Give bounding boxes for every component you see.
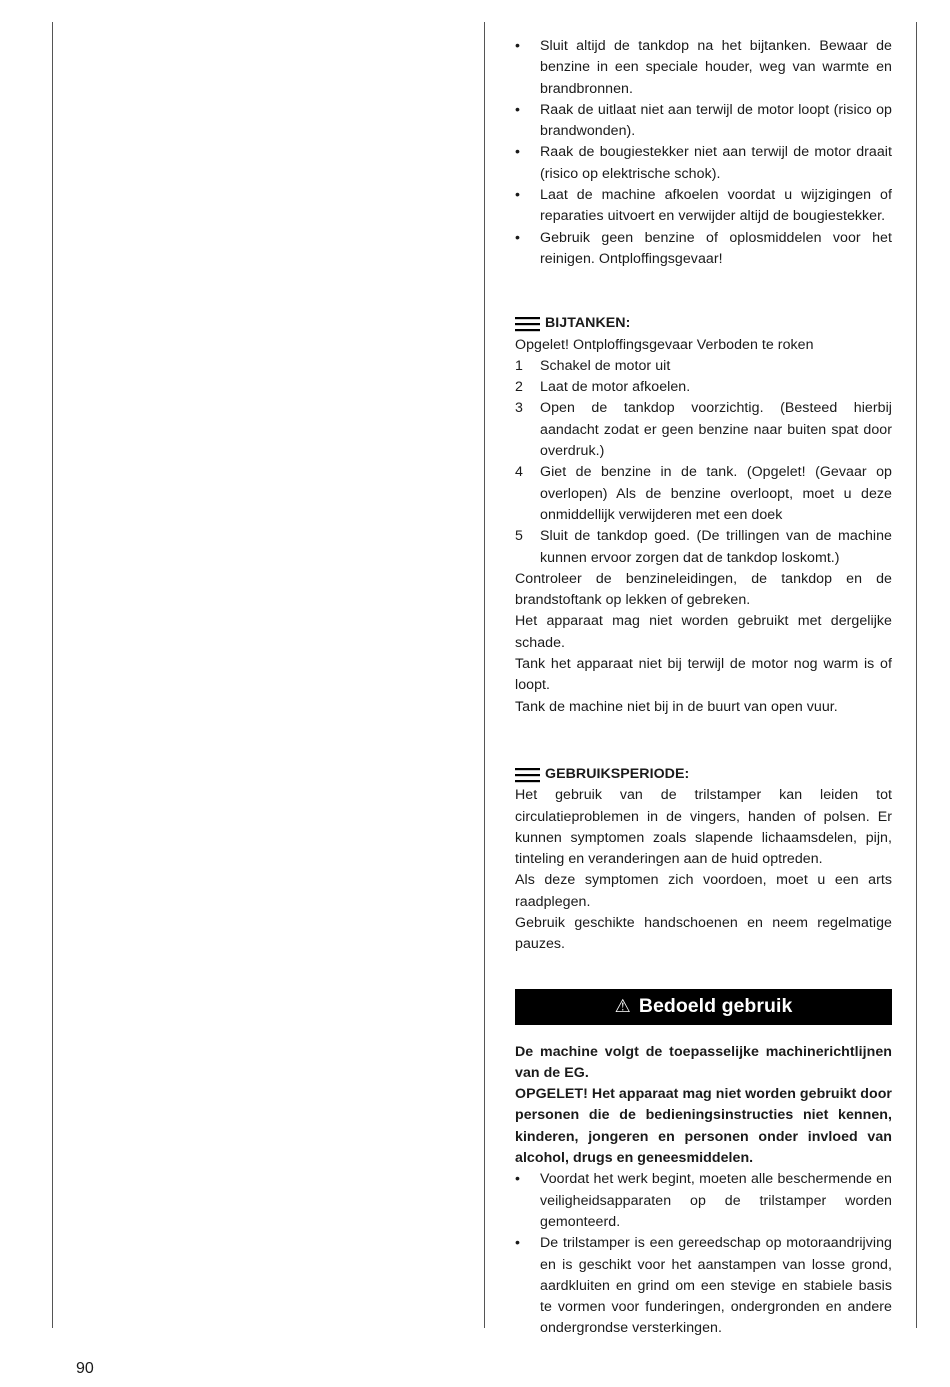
step-number: 5 bbox=[515, 528, 523, 545]
refuel-paragraph: Tank het apparaat niet bij terwijl de motor nog warm is of loopt. bbox=[515, 656, 892, 694]
list-item bbox=[515, 462, 892, 526]
right-margin-line bbox=[916, 22, 917, 1328]
section-banner bbox=[515, 989, 892, 1025]
refuel-paragraph: Het apparaat mag niet worden gebruikt met dergelijke schade. bbox=[515, 613, 892, 651]
intended-bold-paragraph: De machine volgt de toepasselijke machinerichtlijnen van de EG. bbox=[515, 1043, 892, 1081]
list-item: • Voordat het werk begint, moeten alle beschermende en veiligheidsapparaten op de trilstamper worden gemonteerd. bbox=[515, 1169, 892, 1233]
usage-heading bbox=[515, 764, 892, 785]
list-lines-icon bbox=[515, 316, 541, 332]
bullet-text: Gebruik geen benzine of oplosmiddelen voor het reinigen. Ontploffingsgevaar! bbox=[540, 229, 892, 267]
list-item: • Sluit altijd de tankdop na het bijtanken. Bewaar de benzine in een speciale houder, weg van warmte en brandbronnen. bbox=[515, 36, 892, 100]
safety-bullet-list bbox=[515, 36, 892, 270]
list-lines-icon bbox=[515, 767, 541, 783]
list-item: • Gebruik geen benzine of oplosmiddelen voor het reinigen. Ontploffingsgevaar! bbox=[515, 228, 892, 271]
list-item: • Laat de machine afkoelen voordat u wijzigingen of reparaties uitvoert en verwijder altijd de bougiestekker. bbox=[515, 185, 892, 228]
refuel-title: BIJTANKEN: bbox=[545, 315, 631, 332]
step-text: Laat de motor afkoelen. bbox=[540, 379, 691, 396]
refuel-intro: Opgelet! Ontploffingsgevaar Verboden te roken bbox=[515, 336, 814, 353]
bullet-text: Laat de machine afkoelen voordat u wijzigingen of reparaties uitvoert en verwijder altijd de bougiestekker. bbox=[540, 187, 892, 225]
page-number: 90 bbox=[76, 1360, 94, 1377]
list-item bbox=[515, 526, 892, 569]
refuel-paragraph: Controleer de benzineleidingen, de tankdop en de brandstoftank op lekken of gebreken. bbox=[515, 570, 892, 609]
refuel-heading bbox=[515, 313, 892, 334]
usage-title: GEBRUIKSPERIODE: bbox=[545, 765, 690, 782]
left-margin-line bbox=[52, 22, 53, 1328]
right-column bbox=[515, 36, 892, 1340]
refuel-steps bbox=[515, 356, 892, 569]
usage-paragraph: Als deze symptomen zich voordoen, moet u een arts raadplegen. bbox=[515, 872, 892, 910]
list-item: • De trilstamper is een gereedschap op motoraandrijving en is geschikt voor het aanstampen van losse grond, aardkluiten en grind om een stevige en stabiele basis te vormen voor funderingen, ondergronden en andere ondergrondse versterkingen. bbox=[515, 1233, 892, 1339]
list-item bbox=[515, 377, 892, 398]
list-item: • Raak de uitlaat niet aan terwijl de motor loopt (risico op brandwonden). bbox=[515, 100, 892, 143]
intended-bold-paragraph: OPGELET! Het apparaat mag niet worden gebruikt door personen die de bedieningsinstructies niet kennen, kinderen, jongeren en personen onder invloed van alcohol, drugs en geneesmiddelen. bbox=[515, 1086, 892, 1167]
bullet-text: Raak de uitlaat niet aan terwijl de motor loopt (risico op brandwonden). bbox=[540, 101, 892, 140]
column-divider-line bbox=[484, 22, 485, 1328]
intended-bullet-list bbox=[515, 1169, 892, 1339]
usage-paragraph: Gebruik geschikte handschoenen en neem regelmatige pauzes. bbox=[515, 914, 892, 953]
list-item bbox=[515, 356, 892, 377]
usage-paragraph: Het gebruik van de trilstamper kan leiden tot circulatieproblemen in de vingers, handen of polsen. Er kunnen symptomen zoals slapende lichaamsdelen, pijn, tinteling en veranderingen aan de huid optreden. bbox=[515, 787, 892, 868]
warning-triangle-icon: ⚠ bbox=[614, 995, 631, 1016]
step-text: Schakel de motor uit bbox=[540, 357, 671, 374]
list-item bbox=[515, 398, 892, 462]
step-text: Sluit de tankdop goed. (De trillingen van de machine kunnen ervoor zorgen dat de tankdop loskomt.) bbox=[540, 528, 892, 566]
bullet-text: Sluit altijd de tankdop na het bijtanken. Bewaar de benzine in een speciale houder, weg van warmte en brandbronnen. bbox=[540, 38, 892, 97]
step-text: Open de tankdop voorzichtig. (Besteed hierbij aandacht zodat er geen benzine naar buiten spat door overdruk.) bbox=[540, 400, 892, 460]
step-number: 1 bbox=[515, 357, 523, 374]
bullet-text: Raak de bougiestekker niet aan terwijl de motor draait (risico op elektrische schok). bbox=[540, 144, 892, 182]
step-number: 3 bbox=[515, 400, 523, 417]
list-item: • Raak de bougiestekker niet aan terwijl de motor draait (risico op elektrische schok). bbox=[515, 142, 892, 185]
step-number: 2 bbox=[515, 379, 523, 396]
bullet-text: De trilstamper is een gereedschap op motoraandrijving en is geschikt voor het aanstampen van losse grond, aardkluiten en grind om een stevige en stabiele basis te vormen voor funderingen, ondergronden en andere ondergrondse versterkingen. bbox=[540, 1235, 892, 1337]
bullet-text: Voordat het werk begint, moeten alle beschermende en veiligheidsapparaten op de trilstamper worden gemonteerd. bbox=[540, 1171, 892, 1230]
step-text: Giet de benzine in de tank. (Opgelet! (Gevaar op overlopen) Als de benzine overloopt, moet u deze onmiddellijk verwijderen met een doek bbox=[540, 464, 892, 523]
refuel-paragraph: Tank de machine niet bij in de buurt van open vuur. bbox=[515, 698, 838, 715]
banner-title: Bedoeld gebruik bbox=[638, 994, 793, 1017]
step-number: 4 bbox=[515, 464, 523, 481]
